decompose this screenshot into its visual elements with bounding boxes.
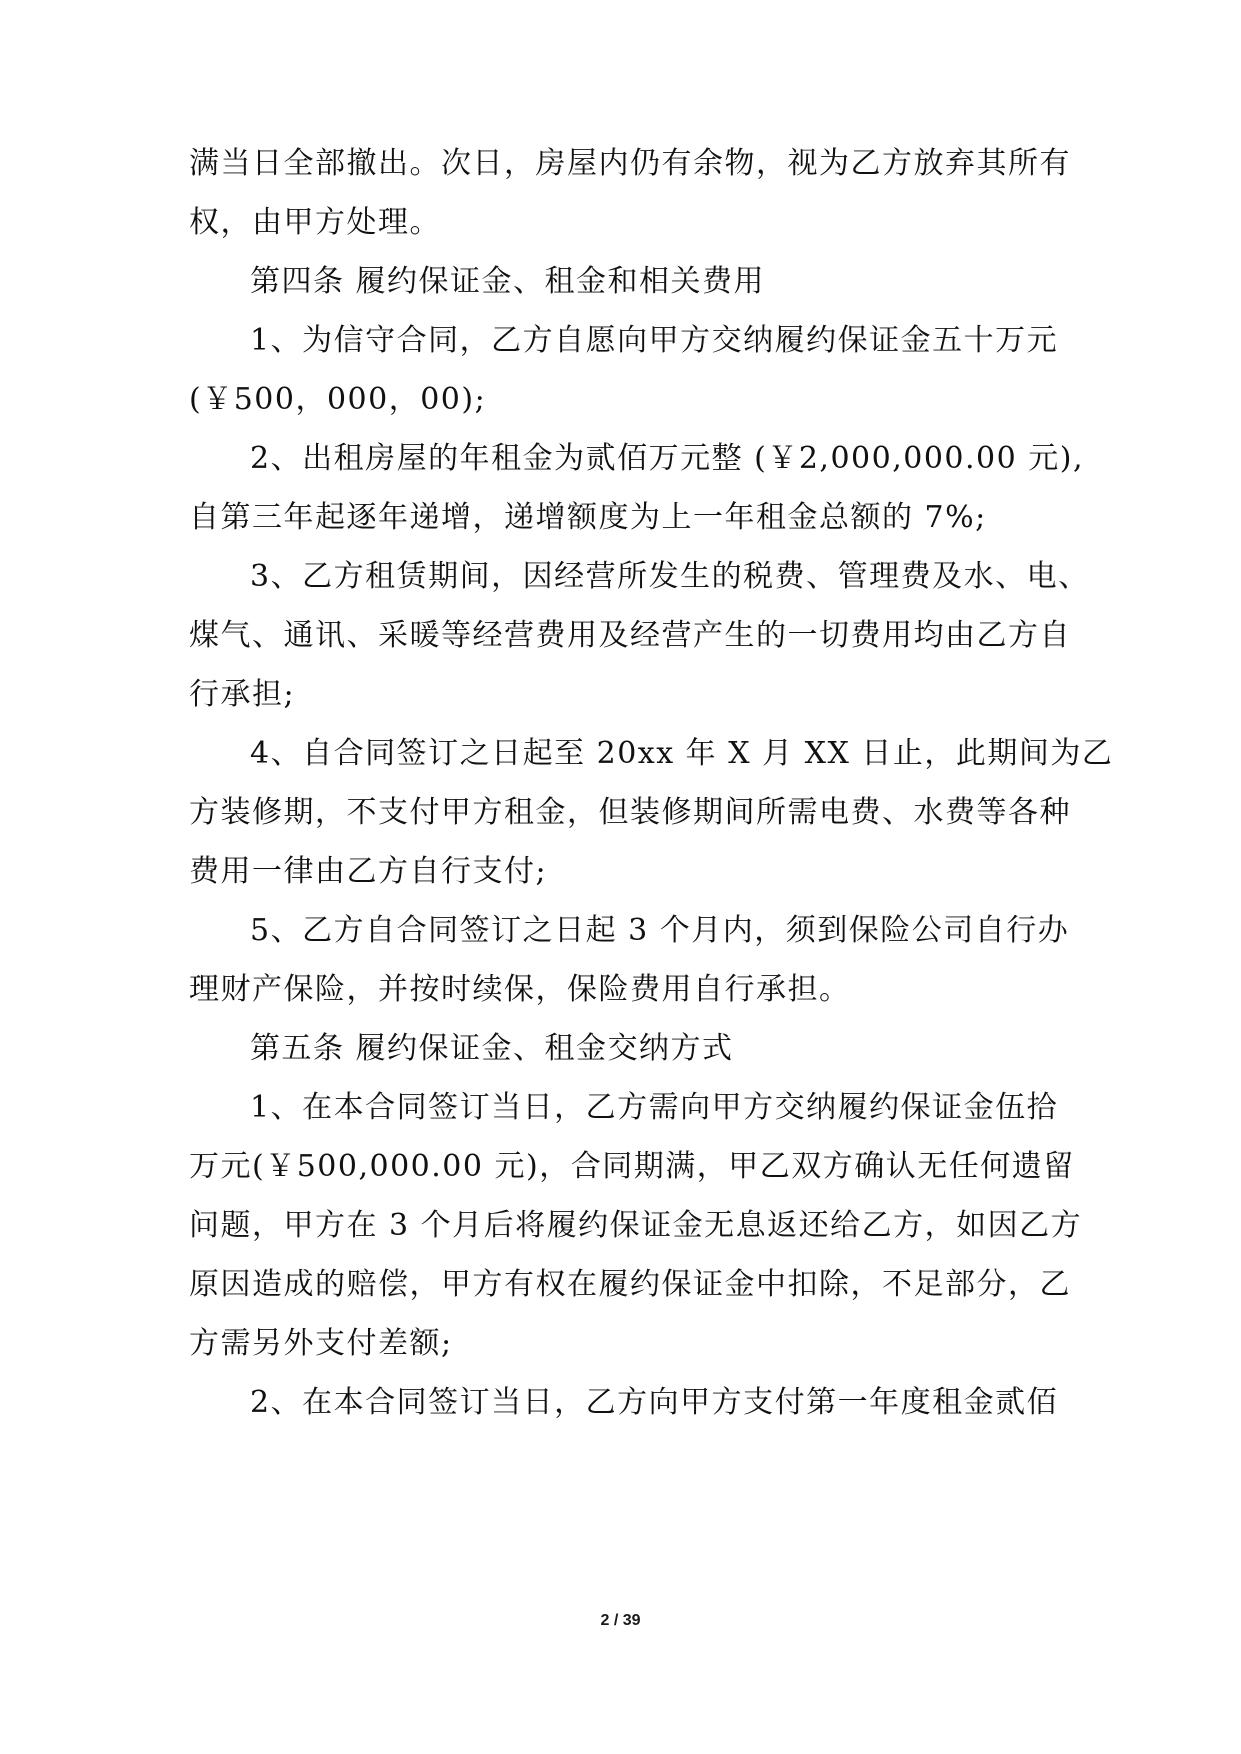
text-line: (￥500，000，00); bbox=[189, 382, 487, 417]
text-line: 方装修期，不支付甲方租金，但装修期间所需电费、水费等各种 bbox=[189, 795, 1071, 830]
section-heading: 第五条 履约保证金、租金交纳方式 bbox=[250, 1031, 734, 1066]
section-heading: 第四条 履约保证金、租金和相关费用 bbox=[250, 264, 766, 299]
text-line: 1、在本合同签订当日，乙方需向甲方交纳履约保证金伍拾 bbox=[250, 1090, 1059, 1125]
text-line: 权，由甲方处理。 bbox=[189, 205, 441, 240]
text-line: 原因造成的赔偿，甲方有权在履约保证金中扣除，不足部分，乙 bbox=[189, 1267, 1071, 1302]
text-line: 2、在本合同签订当日，乙方向甲方支付第一年度租金贰佰 bbox=[250, 1385, 1059, 1420]
text-line: 4、自合同签订之日起至 20xx 年 X 月 XX 日止，此期间为乙 bbox=[250, 736, 1114, 771]
text-line: 2、出租房屋的年租金为贰佰万元整 (￥2,000,000.00 元), bbox=[250, 441, 1084, 476]
text-line: 行承担; bbox=[189, 677, 296, 712]
text-line: 理财产保险，并按时续保，保险费用自行承担。 bbox=[189, 972, 851, 1007]
text-line: 问题，甲方在 3 个月后将履约保证金无息返还给乙方，如因乙方 bbox=[189, 1208, 1083, 1243]
text-line: 满当日全部撤出。次日，房屋内仍有余物，视为乙方放弃其所有 bbox=[189, 146, 1071, 181]
text-line: 自第三年起逐年递增，递增额度为上一年租金总额的 7%; bbox=[189, 500, 987, 535]
text-line: 煤气、通讯、采暖等经营费用及经营产生的一切费用均由乙方自 bbox=[189, 618, 1071, 653]
text-line: 万元(￥500,000.00 元)，合同期满，甲乙双方确认无任何遗留 bbox=[189, 1149, 1075, 1184]
page-number: 2 / 39 bbox=[600, 1612, 641, 1629]
text-line: 1、为信守合同，乙方自愿向甲方交纳履约保证金五十万元 bbox=[250, 323, 1059, 358]
text-line: 费用一律由乙方自行支付; bbox=[189, 854, 548, 889]
text-line: 方需另外支付差额; bbox=[189, 1326, 453, 1361]
text-line: 5、乙方自合同签订之日起 3 个月内，须到保险公司自行办 bbox=[250, 913, 1070, 948]
text-line: 3、乙方租赁期间，因经营所发生的税费、管理费及水、电、 bbox=[250, 559, 1090, 594]
